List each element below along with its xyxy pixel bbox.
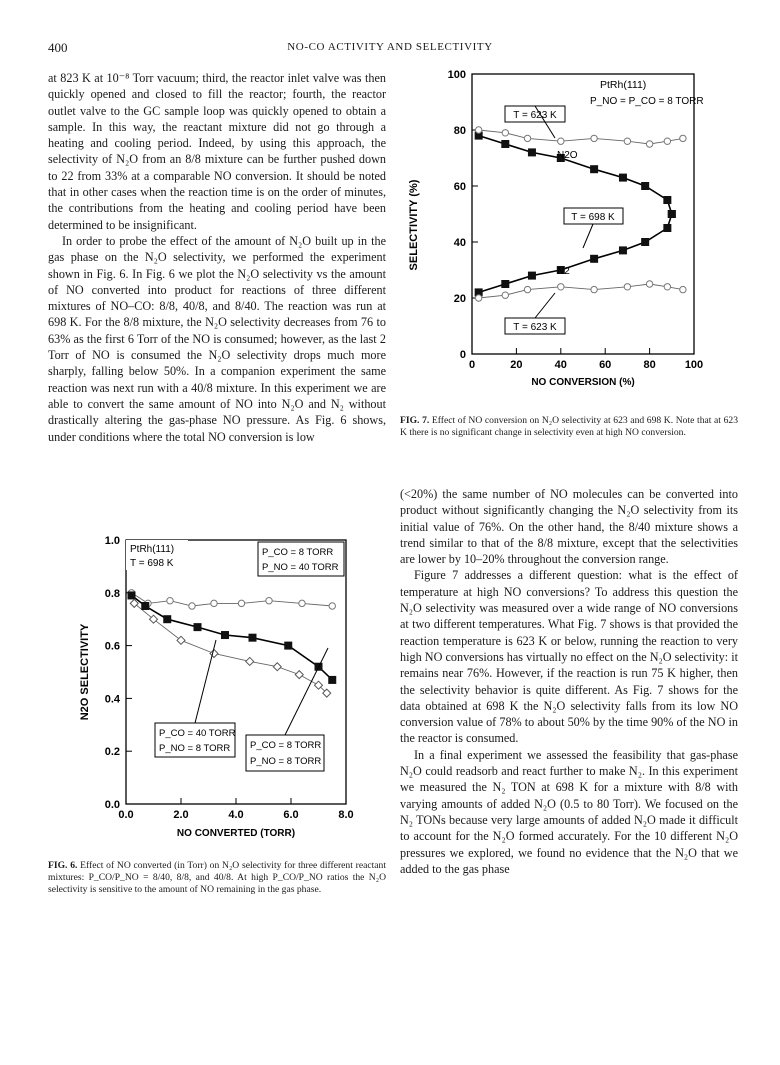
f6-x-tick-label: 8.0 (338, 809, 354, 821)
f6-point-circle (189, 603, 195, 609)
left-column (48, 70, 386, 445)
f6-y-tick-label: 0.8 (104, 587, 120, 600)
f6-point-square (249, 634, 257, 642)
right-paragraph-2: Figure 7 addresses a different question: what is the effect of temperature at high NO conversions? To address this question the N₂O selectivity was measured over a wide range of NO conversions at two different temperatures. What Fig. 7 shows is that provided the reaction temperature is 623 K or below, running the reaction to very high NO conversions has virtually no effect on the N₂O selectivity: it remains near 76%. However, if the reaction is run 75 K higher, then the selectivity behavior is quite different. As Fig. 7 shows for the data obtained at 698 K the N₂O selectivity falls from its low NO conversion value of 78% to about 50% by the time 90% of the NO in the reactor is consumed. (400, 568, 738, 746)
f6-point-circle (299, 600, 305, 606)
figure-7 (405, 60, 740, 395)
f6-x-tick-label: 6.0 (283, 809, 299, 821)
figure-7-pointer-623-bottom (535, 293, 555, 318)
figure-6-box-left-line2: P_NO = 8 TORR (159, 743, 231, 754)
figure-6-legend-catalyst: PtRh(111) (130, 544, 175, 555)
f6-point-circle (238, 600, 244, 606)
f7-point-square (663, 224, 671, 232)
f7-point-circle (664, 284, 670, 290)
f6-point-circle (211, 600, 217, 606)
f6-point-square (194, 623, 202, 631)
figure-6-box-right-line1: P_CO = 8 TORR (250, 740, 322, 751)
f6-point-diamond (246, 657, 254, 665)
f7-point-square (619, 174, 627, 182)
f7-point-circle (502, 130, 508, 136)
f6-point-diamond (273, 663, 281, 671)
f6-point-square (163, 615, 171, 623)
figure-7-caption (400, 415, 738, 439)
f6-y-tick-label: 0.0 (104, 799, 120, 811)
f6-point-circle (167, 598, 173, 604)
f6-point-square (128, 591, 136, 599)
right-column (400, 486, 738, 877)
figure-6-box-right-line2: P_NO = 8 TORR (250, 756, 322, 767)
figure-6 (48, 530, 386, 850)
right-paragraph-1: (<20%) the same number of NO molecules can be converted into product without significantly changing the N₂O selectivity from its initial value of 76%. On the other hand, the 8/40 mixture shows a trend similar to that of the 8/8 mixture, except that the selectivities are lower by 10–20% throughout the conversion range. (400, 487, 738, 567)
f7-x-tick-label: 40 (554, 359, 567, 371)
f6-y-tick-label: 0.4 (104, 693, 120, 706)
figure-6-caption (48, 860, 386, 897)
f6-x-tick-label: 0.0 (118, 809, 134, 821)
f6-x-tick-label: 2.0 (173, 809, 189, 821)
left-paragraph-2: In order to probe the effect of the amount of N₂O built up in the gas phase on the N₂O selectivity, we performed the experiment shown in Fig. 6. In Fig. 6 we plot the N₂O selectivity vs the amount of NO converted into product for reactions of three different mixtures of NO–CO: 8/8, 40/8, and 8/40. The reaction was run at 698 K. For the 8/8 mixture, the N₂O selectivity decreases from 76 to 63% as the first 6 Torr of the NO is consumed; however, as the last 2 Torr of NO is consumed the N₂O selectivity drops much more sharply, falling below 50%. In a companion experiment the same reaction was next run with a 40/8 mixture. In this experiment we are able to convert the same amount of NO into N₂O and N₂ without drastically altering the gas-phase NO pressure. As Fig. 6 shows, under conditions where the total NO conversion is low (48, 233, 386, 444)
f7-point-circle (624, 138, 630, 144)
f7-point-square (590, 165, 598, 173)
figure-6-box-top-line1: P_CO = 8 TORR (262, 547, 334, 558)
f7-point-circle (524, 286, 530, 292)
f7-x-tick-label: 20 (510, 359, 523, 371)
f7-point-square (501, 280, 509, 288)
f7-point-circle (558, 138, 564, 144)
figure-6-pointer-right (285, 648, 328, 735)
f7-x-tick-label: 80 (643, 359, 656, 371)
f7-point-circle (680, 135, 686, 141)
figure-6-box-top-line2: P_NO = 40 TORR (262, 562, 339, 573)
figure-7-chart (405, 60, 740, 395)
f7-point-square (501, 140, 509, 148)
running-head: NO-CO ACTIVITY AND SELECTIVITY (287, 41, 493, 53)
figure-7-legend-catalyst: PtRh(111) (600, 79, 647, 91)
f6-point-square (284, 642, 292, 650)
figure-7-label-n2o: N2O (557, 150, 578, 161)
f7-y-tick-label: 80 (453, 125, 466, 137)
figure-6-caption-text: Effect of NO converted (in Torr) on N₂O selectivity for three different reactant mixtures: P_CO/P_NO = 8/40, 8/8, and 40/8. At high P_CO/P_NO ratios the N₂O selectivity is sensitive to the amount of NO remaining in the gas phase. (48, 860, 386, 896)
figure-7-caption-text: Effect of NO conversion on N₂O selectivity at 623 and 698 K. Note that at 623 K there is no significant change in selectivity even at high NO conversion. (400, 415, 738, 439)
f6-point-circle (266, 598, 272, 604)
f6-y-tick-label: 0.2 (104, 746, 120, 759)
page-header (0, 40, 780, 60)
figure-6-pointer-left (195, 640, 216, 723)
f7-x-tick-label: 60 (599, 359, 612, 371)
figure-6-caption-label: FIG. 6. (48, 860, 78, 871)
f7-point-circle (591, 135, 597, 141)
right-paragraph-3: In a final experiment we assessed the feasibility that gas-phase N₂O could readsorb and react further to make N₂. In this experiment we measured the N₂ TON at 698 K for a mixture with 8/8 with varying amounts of added N₂O (0.5 to 80 Torr). We focused on the N₂ TONs because very large amounts of added N₂O made it difficult to account for the N₂O formed accurately. For the 10 different N₂O pressures we explored, we found no evidence that the N₂O that we added to the gas phase (400, 747, 738, 876)
figure-7-y-label: SELECTIVITY (%) (408, 179, 420, 271)
f6-y-tick-label: 0.6 (104, 640, 120, 653)
figure-6-legend-temp: T = 698 K (130, 558, 174, 569)
f7-point-square (619, 246, 627, 254)
f7-point-circle (502, 292, 508, 298)
f7-y-tick-label: 0 (459, 349, 466, 361)
f7-x-tick-label: 100 (684, 359, 704, 371)
f7-point-circle (475, 295, 481, 301)
figure-6-box-left-line1: P_CO = 40 TORR (159, 728, 236, 739)
f7-y-tick-label: 40 (453, 237, 466, 249)
figure-7-label-698: T = 698 K (571, 212, 615, 223)
f7-point-square (668, 210, 676, 218)
figure-6-x-label: NO CONVERTED (TORR) (176, 828, 296, 839)
f7-point-square (528, 272, 536, 280)
page-number: 400 (48, 40, 68, 55)
f7-y-tick-label: 60 (453, 181, 466, 193)
figure-6-chart (48, 530, 386, 850)
f7-point-circle (591, 286, 597, 292)
f7-point-circle (664, 138, 670, 144)
f6-point-diamond (295, 671, 303, 679)
f7-point-circle (524, 135, 530, 141)
f7-point-circle (558, 284, 564, 290)
figure-7-x-label: NO CONVERSION (%) (531, 377, 635, 388)
figure-6-y-label: N2O SELECTIVITY (79, 623, 91, 721)
f6-point-circle (329, 603, 335, 609)
f7-point-circle (475, 127, 481, 133)
figure-7-legend-pressure: P_NO = P_CO = 8 TORR (590, 96, 704, 107)
f6-series-line-2 (132, 595, 333, 680)
f7-y-tick-label: 20 (453, 293, 466, 305)
f6-x-tick-label: 4.0 (228, 809, 244, 821)
f7-point-square (663, 196, 671, 204)
f6-point-square (221, 631, 229, 639)
figure-7-caption-label: FIG. 7. (400, 415, 430, 426)
f6-point-diamond (177, 636, 185, 644)
f6-point-diamond (210, 650, 218, 658)
f7-point-square (590, 255, 598, 263)
f6-y-tick-label: 1.0 (104, 535, 120, 547)
f6-point-square (328, 676, 336, 684)
f7-y-tick-label: 100 (447, 69, 466, 81)
f6-point-square (141, 602, 149, 610)
figure-7-label-n2: N2 (557, 266, 570, 277)
left-paragraph-1: at 823 K at 10⁻⁸ Torr vacuum; third, the reactor inlet valve was then quickly opened and closed to fill the reactor; fourth, the reactor outlet valve to the GC sample loop was quickly opened to obtain a sample. In this way, the reactant mixture did not go through a heating and cooling period. Indeed, by using this approach, the selectivity of N₂O from an 8/8 mixture can be further pushed down to 22 from 33% at a comparable NO conversion. It should be noted that in other cases when the reaction time is on the order of minutes, the contributions from the heating and cooling period have been determined to be insignificant. (48, 71, 386, 232)
f7-x-tick-label: 0 (468, 359, 476, 371)
figure-7-pointer-698 (583, 224, 593, 248)
f7-point-square (641, 238, 649, 246)
figure-7-label-623-bottom: T = 623 K (513, 322, 557, 333)
f7-point-circle (624, 284, 630, 290)
f7-point-circle (680, 286, 686, 292)
figure-7-label-623-top: T = 623 K (513, 110, 557, 121)
f7-point-square (641, 182, 649, 190)
f7-point-circle (646, 281, 652, 287)
f7-point-square (528, 148, 536, 156)
f7-point-circle (646, 141, 652, 147)
